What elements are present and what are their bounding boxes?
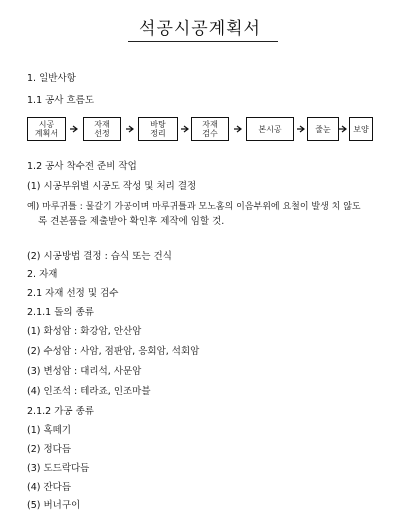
flow-diagram: [27, 117, 373, 143]
heading-stone-types: 2.1.1 돌의 종류: [27, 307, 94, 318]
heading-pre-work: 1.2 공사 착수전 준비 작업: [27, 161, 137, 172]
arrow-right-icon: [297, 123, 306, 135]
item-shop-drawing: (1) 시공부위별 시공도 작성 및 처리 결정: [27, 181, 197, 192]
arrow-right-icon: [126, 123, 135, 135]
heading-material-selection: 2.1 자재 선정 및 검수: [27, 288, 119, 299]
stone-type-item: (3) 변성암 : 대리석, 사문암: [27, 366, 142, 377]
arrow-right-icon: [181, 123, 190, 135]
heading-work-flow: 1.1 공사 흐름도: [27, 95, 95, 106]
stone-type-item: (1) 화성암 : 화강암, 안산암: [27, 326, 142, 337]
example-note-line1: 예) 마루귀틀 : 물갈기 가공이며 마루귀틀과 모노홈의 이음부위에 요철이 발생 치 않도: [27, 202, 361, 212]
processing-type-item: (3) 도드락다듬: [27, 463, 90, 474]
document-title: 석공시공계획서: [139, 19, 261, 39]
flow-step-joint: 줄눈: [307, 117, 339, 141]
stone-type-item: (4) 인조석 : 테라죠, 인조마블: [27, 386, 151, 397]
stone-type-item: (2) 수성암 : 사암, 점판암, 응회암, 석회암: [27, 346, 200, 357]
heading-processing-types: 2.1.2 가공 종류: [27, 406, 94, 417]
flow-step-base-prep: 바탕 정리: [138, 117, 178, 141]
processing-type-item: (2) 정다듬: [27, 444, 72, 455]
arrow-right-icon: [339, 123, 348, 135]
item-method: (2) 시공방법 결정 : 습식 또는 건식: [27, 251, 172, 262]
arrow-right-icon: [234, 123, 243, 135]
processing-type-item: (5) 버너구이: [27, 500, 81, 511]
flow-step-main-construction: 본시공: [246, 117, 294, 141]
arrow-right-icon: [70, 123, 79, 135]
flow-step-inspection: 자재 검수: [191, 117, 229, 141]
flow-step-curing: 보양: [349, 117, 373, 141]
processing-type-item: (4) 잔다듬: [27, 482, 72, 493]
heading-materials: 2. 자재: [27, 269, 58, 280]
heading-general: 1. 일반사항: [27, 73, 76, 84]
title-underline: [128, 41, 278, 42]
example-note-line2: 록 견본품을 제출받아 확인후 제작에 임할 것.: [38, 216, 225, 227]
flow-step-material-select: 자재 선정: [83, 117, 121, 141]
flow-step-plan: 시공 계획서: [27, 117, 66, 141]
processing-type-item: (1) 혹떼기: [27, 425, 72, 436]
